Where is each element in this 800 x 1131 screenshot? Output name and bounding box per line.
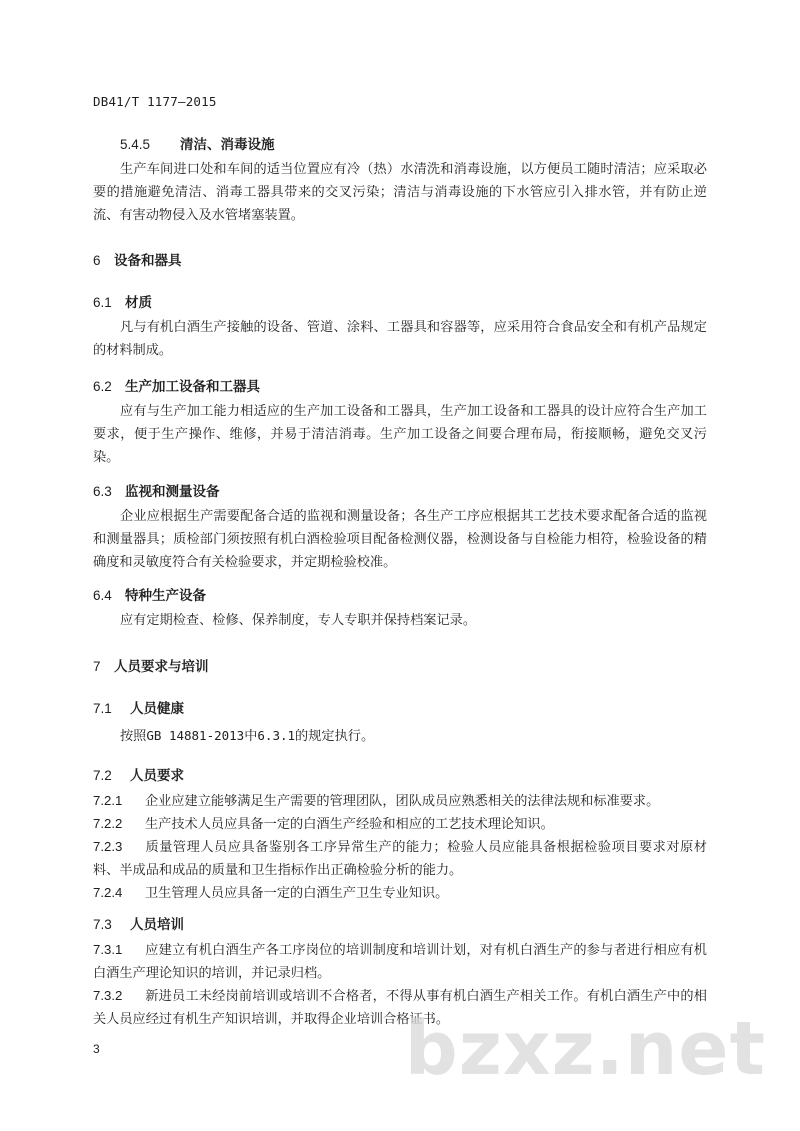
heading-number: 7.2: [93, 768, 112, 783]
heading-number: 6: [93, 253, 101, 268]
standard-code: DB41/T 1177—2015: [93, 94, 217, 109]
paragraph-5-4-5: 生产车间进口处和车间的适当位置应有冷（热）水清洗和消毒设施，以方便员工随时清洁；应采取必要的措施避免清洁、消毒工器具带来的交叉污染；清洁与消毒设施的下水管应引入排水管，并有防止逆流、有害动物侵入及水管堵塞装置。: [93, 162, 707, 223]
heading-title: 人员健康: [130, 701, 184, 717]
list-item-7-2-2: [93, 812, 707, 836]
page-number: 3: [93, 1042, 100, 1056]
item-text: 卫生管理人员应具备一定的白酒生产卫生专业知识。: [145, 886, 449, 901]
item-number: 7.2.4: [93, 885, 123, 900]
list-item-7-2-3: [93, 835, 707, 882]
heading-title: 人员要求: [130, 768, 184, 784]
heading-title: 人员培训: [130, 917, 184, 933]
list-item-7-2-1: [93, 789, 707, 813]
heading-title: 人员要求与培训: [114, 659, 209, 675]
heading-title: 设备和器具: [114, 253, 182, 269]
text-segment: 按照: [120, 729, 147, 744]
text-segment: 的规定执行。: [295, 729, 375, 744]
item-text: 质量管理人员应具备鉴别各工序异常生产的能力；检验人员应能具备根据检验项目要求对原材料、半成品和成品的质量和卫生指标作出正确检验分析的能力。: [93, 840, 707, 878]
heading-number: 7.1: [93, 701, 112, 716]
heading-number: 6.3: [93, 484, 112, 499]
heading-number: 7: [93, 659, 101, 674]
heading-7-3: [93, 913, 184, 933]
heading-title: 清洁、消毒设施: [180, 137, 275, 153]
item-text: 应建立有机白酒生产各工序岗位的培训制度和培训计划，对有机白酒生产的参与者进行相应有机白酒生产理论知识的培训，并记录归档。: [93, 943, 707, 981]
clause-reference: 6.3.1: [257, 728, 296, 743]
heading-title: 生产加工设备和工器具: [125, 379, 260, 395]
paragraph-6-2: 应有与生产加工能力相适应的生产加工设备和工器具，生产加工设备和工器具的设计应符合生产加工要求，便于生产操作、维修，并易于清洁消毒。生产加工设备之间要合理布局，衔接顺畅，避免交叉污染。: [93, 404, 707, 465]
heading-title: 材质: [125, 295, 152, 311]
item-text: 新进员工未经岗前培训或培训不合格者，不得从事有机白酒生产相关工作。有机白酒生产中的相关人员应经过有机生产知识培训，并取得企业培训合格证书。: [93, 989, 707, 1027]
heading-7: [93, 655, 209, 675]
heading-7-1: [93, 697, 184, 717]
heading-6: [93, 249, 182, 269]
heading-number: 7.3: [93, 917, 112, 932]
heading-number: 5.4.5: [120, 137, 151, 152]
paragraph-7-1: [93, 724, 707, 748]
item-number: 7.2.2: [93, 816, 123, 831]
heading-number: 6.4: [93, 588, 112, 603]
heading-6-1: [93, 291, 152, 311]
standard-reference: GB 14881-2013: [146, 728, 245, 743]
heading-title: 特种生产设备: [125, 588, 206, 604]
list-item-7-3-1: [93, 938, 707, 985]
list-item-7-2-4: [93, 881, 707, 905]
item-number: 7.3.2: [93, 988, 123, 1003]
heading-6-4: [93, 584, 206, 604]
heading-6-2: [93, 375, 260, 395]
heading-number: 6.2: [93, 379, 112, 394]
watermark: bzxz.net: [404, 1006, 766, 1092]
paragraph-6-1: 凡与有机白酒生产接触的设备、管道、涂料、工器具和容器等，应采用符合食品安全和有机产品规定的材料制成。: [93, 320, 707, 358]
paragraph-6-3: 企业应根据生产需要配备合适的监视和测量设备；各生产工序应根据其工艺技术要求配备合适的监视和测量器具；质检部门须按照有机白酒检验项目配备检测仪器，检测设备与自检能力相符，检验设备的精确度和灵敏度符合有关检验要求，并定期检验校准。: [93, 509, 707, 570]
item-number: 7.2.3: [93, 839, 123, 854]
heading-number: 6.1: [93, 295, 112, 310]
heading-7-2: [93, 764, 184, 784]
heading-title: 监视和测量设备: [125, 484, 220, 500]
item-text: 企业应建立能够满足生产需要的管理团队，团队成员应熟悉相关的法律法规和标准要求。: [145, 794, 660, 809]
item-number: 7.2.1: [93, 793, 123, 808]
heading-6-3: [93, 480, 220, 500]
item-text: 生产技术人员应具备一定的白酒生产经验和相应的工艺技术理论知识。: [145, 817, 554, 832]
text-segment: 中: [244, 729, 258, 744]
paragraph-6-4: 应有定期检查、检修、保养制度，专人专职并保持档案记录。: [120, 613, 477, 628]
item-number: 7.3.1: [93, 942, 123, 957]
heading-5-4-5: [120, 133, 275, 153]
